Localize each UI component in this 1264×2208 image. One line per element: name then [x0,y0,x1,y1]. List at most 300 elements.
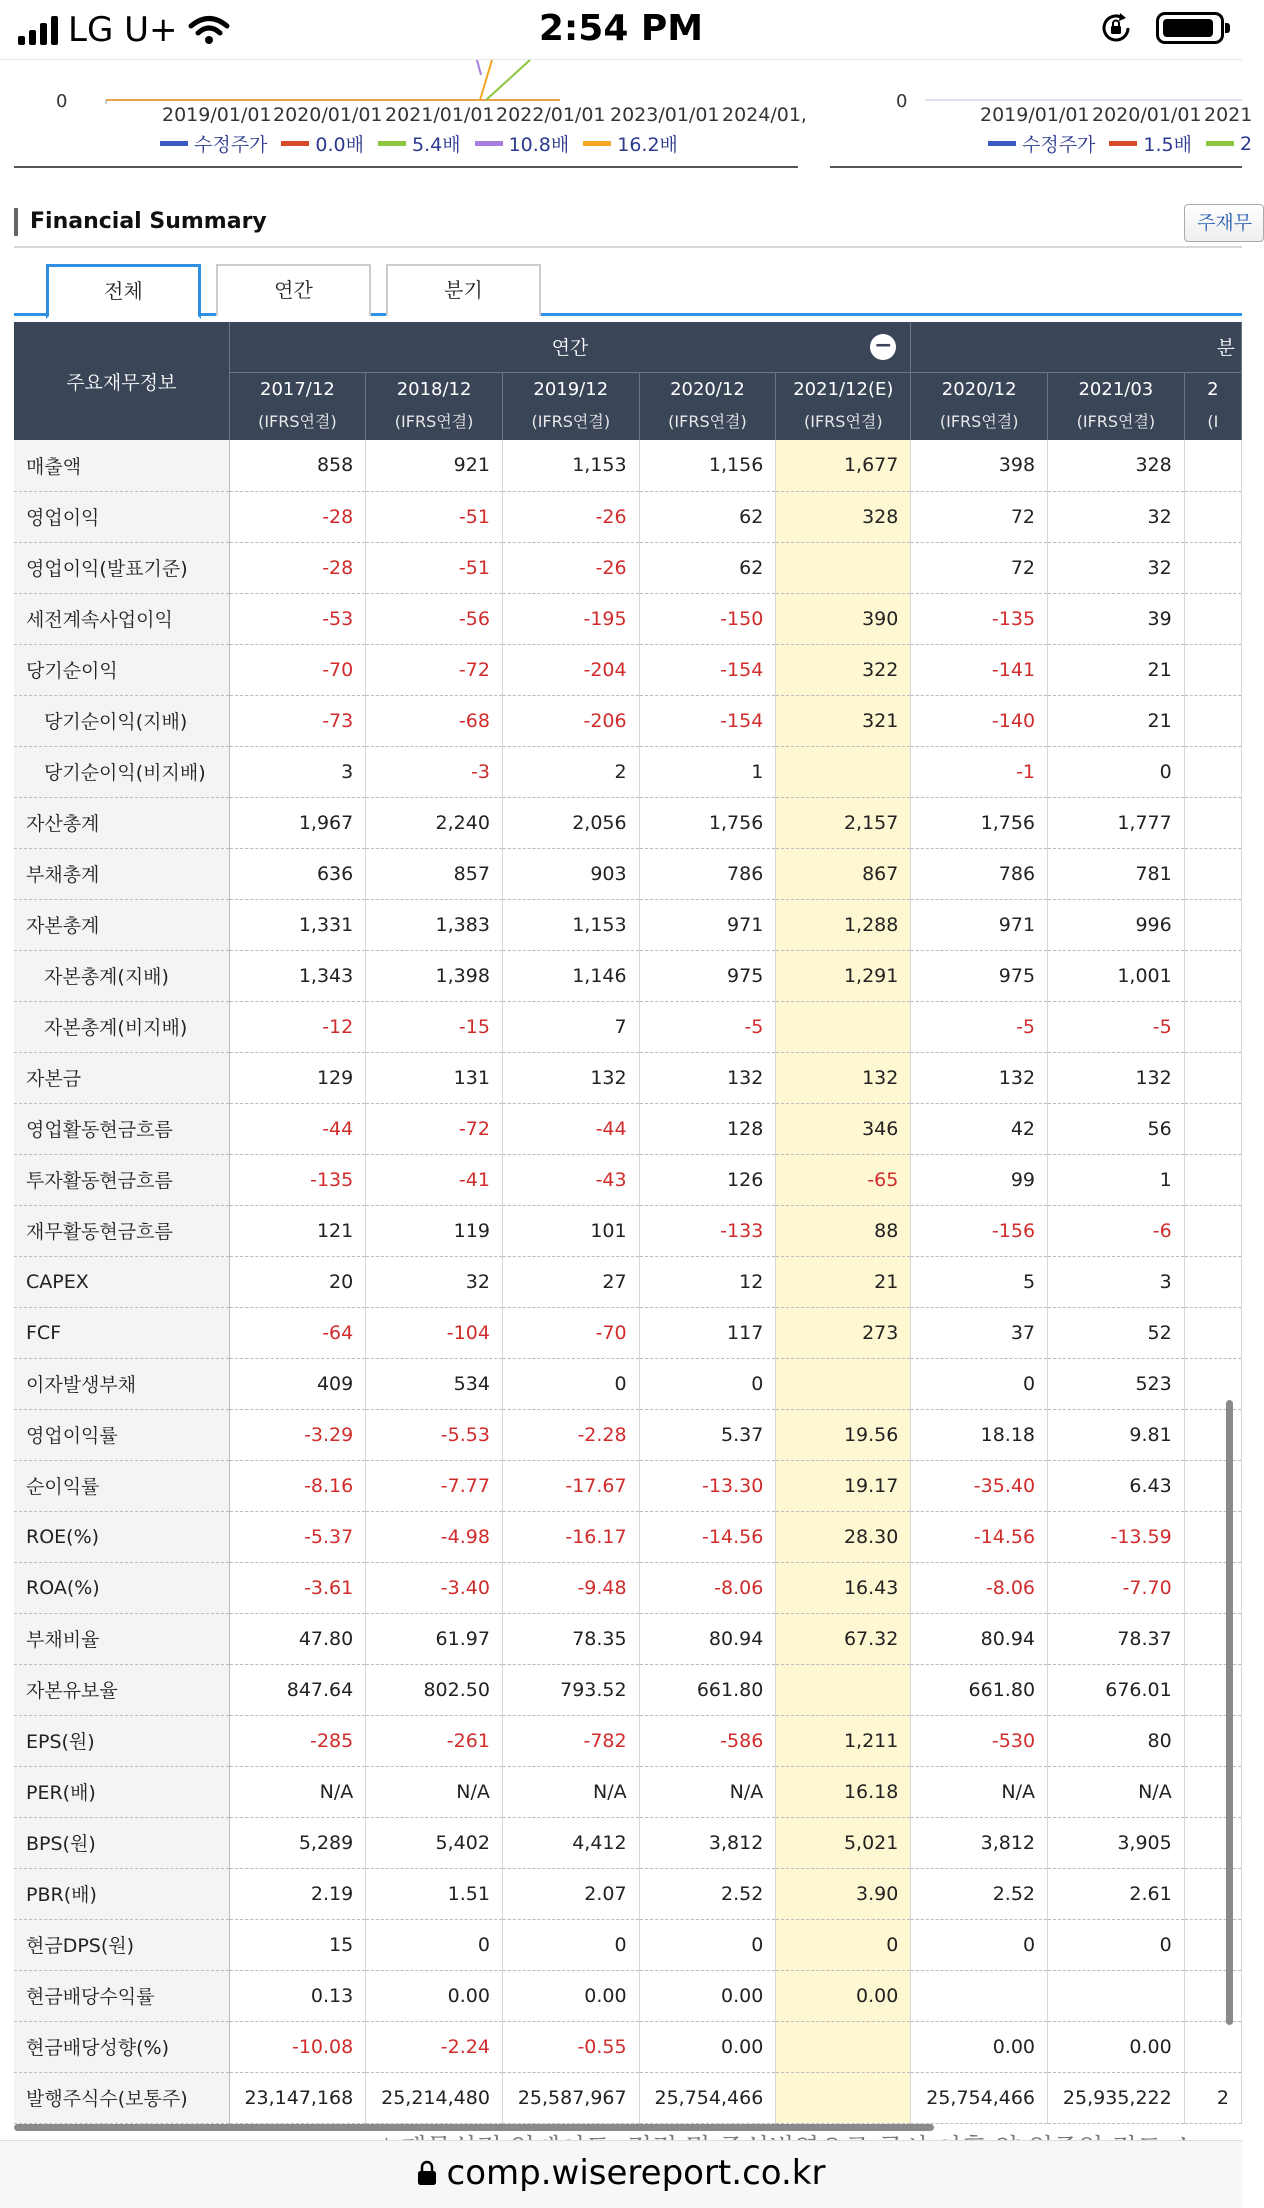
table-cell: -70 [229,644,366,695]
table-cell: -204 [502,644,639,695]
table-cell: 1,331 [229,899,366,950]
column-period: 2021/03 [1078,379,1154,401]
table-cell: 62 [639,491,776,542]
table-cell: 1,156 [639,440,776,491]
table-cell: -0.55 [502,2021,639,2072]
row-label: 당기순이익(비지배) [14,746,229,797]
row-label: 자본금 [14,1052,229,1103]
row-label: 영업이익(발표기준) [14,542,229,593]
table-cell: 0 [776,1919,911,1970]
table-cell: 2.52 [911,1868,1048,1919]
table-cell: 5,021 [776,1817,911,1868]
table-cell [776,2072,911,2123]
table-cell: 3,812 [639,1817,776,1868]
table-cell [776,746,911,797]
x-tick: 2019/01/01 [162,104,272,126]
table-cell: -14.56 [639,1511,776,1562]
table-row [14,1919,1242,1970]
table-cell: -64 [229,1307,366,1358]
table-cell: 5.37 [639,1409,776,1460]
row-label: 순이익률 [14,1460,229,1511]
table-cell: 903 [502,848,639,899]
table-cell: 1,291 [776,950,911,1001]
table-cell: 0.00 [911,2021,1048,2072]
table-cell [776,1001,911,1052]
table-cell [1184,695,1241,746]
table-cell: 1,756 [639,797,776,848]
table-cell [1184,899,1241,950]
table-cell: 28.30 [776,1511,911,1562]
table-cell: 0 [639,1919,776,1970]
table-row [14,644,1242,695]
table-cell: -26 [502,491,639,542]
table-cell: 132 [639,1052,776,1103]
table-row [14,746,1242,797]
table-cell: 78.37 [1048,1613,1185,1664]
table-cell: 5,402 [366,1817,503,1868]
row-label: 부채비율 [14,1613,229,1664]
column-basis: (IFRS연결) [531,412,611,432]
table-cell: 1,343 [229,950,366,1001]
column-header [229,372,366,440]
table-cell: 80.94 [639,1613,776,1664]
table-cell: 321 [776,695,911,746]
table-row [14,593,1242,644]
table-cell: -28 [229,491,366,542]
row-label: 부채총계 [14,848,229,899]
column-header [776,372,911,440]
table-cell: 5,289 [229,1817,366,1868]
table-row [14,1715,1242,1766]
table-row [14,1001,1242,1052]
table-cell [1184,1205,1241,1256]
table-cell: -3.29 [229,1409,366,1460]
table-cell: -73 [229,695,366,746]
x-tick: 2023/01/01 [610,104,720,126]
column-period: 2021/12(E) [793,379,894,401]
table-cell: 1,288 [776,899,911,950]
table-cell: 328 [776,491,911,542]
table-cell: 921 [366,440,503,491]
row-label: BPS(원) [14,1817,229,1868]
table-row [14,1154,1242,1205]
table-cell: N/A [366,1766,503,1817]
table-row [14,1205,1242,1256]
row-label: 자본총계 [14,899,229,950]
table-cell: 0 [502,1919,639,1970]
row-label: ROE(%) [14,1511,229,1562]
url-bar[interactable] [0,2140,1242,2208]
table-cell: -5.37 [229,1511,366,1562]
row-label: 자본총계(비지배) [14,1001,229,1052]
x-tick: 2021 [1204,104,1253,126]
table-row [14,1409,1242,1460]
table-cell: 6.43 [1048,1460,1185,1511]
column-header [639,372,776,440]
table-cell: 1,153 [502,440,639,491]
row-label: 세전계속사업이익 [14,593,229,644]
table-cell [911,1970,1048,2021]
table-cell: -17.67 [502,1460,639,1511]
column-basis: (IFRS연결) [939,412,1019,432]
table-cell: -586 [639,1715,776,1766]
table-cell: N/A [911,1766,1048,1817]
table-cell: 7 [502,1001,639,1052]
table-cell: 19.17 [776,1460,911,1511]
table-row [14,1868,1242,1919]
table-cell: -2.24 [366,2021,503,2072]
table-cell: 132 [502,1052,639,1103]
legend-item[interactable]: 수정주가 [988,130,1095,157]
table-cell [1184,1103,1241,1154]
table-cell: 2.61 [1048,1868,1185,1919]
table-cell [1184,950,1241,1001]
table-row [14,1052,1242,1103]
column-header [1184,372,1241,440]
table-cell: 78.35 [502,1613,639,1664]
table-cell: 0 [1048,1919,1185,1970]
table-cell: 37 [911,1307,1048,1358]
table-cell: -53 [229,593,366,644]
table-cell: 0.13 [229,1970,366,2021]
row-label: 재무활동현금흐름 [14,1205,229,1256]
table-row [14,1511,1242,1562]
table-cell: -43 [502,1154,639,1205]
table-cell: 2,056 [502,797,639,848]
table-cell: 27 [502,1256,639,1307]
table-cell [1184,644,1241,695]
table-row [14,1766,1242,1817]
main-financial-button[interactable]: 주재무 [1184,204,1264,242]
table-cell: 847.64 [229,1664,366,1715]
table-cell: -8.06 [911,1562,1048,1613]
table-cell: -68 [366,695,503,746]
financial-summary-table [14,322,1242,2124]
table-cell: 1 [1048,1154,1185,1205]
row-label: PBR(배) [14,1868,229,1919]
table-cell: 0.00 [776,1970,911,2021]
table-cell [1184,440,1241,491]
table-cell: 661.80 [911,1664,1048,1715]
table-cell: 5 [911,1256,1048,1307]
table-cell: 2,157 [776,797,911,848]
table-row [14,491,1242,542]
table-cell: 80.94 [911,1613,1048,1664]
table-row [14,2021,1242,2072]
table-cell: 18.18 [911,1409,1048,1460]
status-bar [0,0,1242,60]
table-cell: -135 [911,593,1048,644]
row-label: 현금DPS(원) [14,1919,229,1970]
table-cell: -12 [229,1001,366,1052]
table-row [14,1613,1242,1664]
legend-item[interactable]: 0.0배 [281,130,364,157]
table-row [14,1460,1242,1511]
table-cell: -44 [229,1103,366,1154]
row-label: 자본총계(지배) [14,950,229,1001]
table-cell: 131 [366,1052,503,1103]
x-tick: 2019/01/01 [980,104,1090,126]
table-cell: 132 [1048,1052,1185,1103]
legend-item[interactable]: 16.2배 [583,130,678,157]
table-cell: 47.80 [229,1613,366,1664]
table-cell: -8.16 [229,1460,366,1511]
table-row [14,899,1242,950]
table-cell: 0 [1048,746,1185,797]
table-cell: 72 [911,491,1048,542]
table-cell [1184,542,1241,593]
table-cell: 129 [229,1052,366,1103]
table-cell [1184,1307,1241,1358]
table-cell: -14.56 [911,1511,1048,1562]
collapse-icon[interactable]: − [870,334,896,360]
table-cell: 119 [366,1205,503,1256]
column-basis: (IFRS연결) [1076,412,1156,432]
table-cell: 121 [229,1205,366,1256]
table-cell: 19.56 [776,1409,911,1460]
row-label: 영업활동현금흐름 [14,1103,229,1154]
table-row [14,950,1242,1001]
table-cell: 2,240 [366,797,503,848]
vertical-scrollbar[interactable] [1226,1400,1233,2025]
legend-item[interactable]: 수정주가 [160,130,267,157]
column-basis: (IFRS연결) [394,412,474,432]
chart-plot-area [0,60,600,105]
table-cell: 867 [776,848,911,899]
series-line-10.8 [477,60,481,75]
table-cell: 56 [1048,1103,1185,1154]
table-cell: -72 [366,644,503,695]
x-tick: 2022/01/01 [496,104,606,126]
table-cell: 802.50 [366,1664,503,1715]
x-tick: 2021/01/01 [385,104,495,126]
carrier-name: LG U+ [68,10,178,50]
table-cell: -8.06 [639,1562,776,1613]
table-cell: 781 [1048,848,1185,899]
table-cell: 16.18 [776,1766,911,1817]
table-cell: 25,754,466 [911,2072,1048,2123]
table-cell: 346 [776,1103,911,1154]
table-cell [776,1358,911,1409]
table-cell: 1.51 [366,1868,503,1919]
column-basis: (IFRS연결) [668,412,747,432]
table-cell: 1 [639,746,776,797]
column-period: 2020/12 [670,379,745,401]
table-cell: -7.70 [1048,1562,1185,1613]
x-tick: 2020/01/01 [1092,104,1202,126]
table-cell: 1,967 [229,797,366,848]
tab-quarterly[interactable]: 분기 [386,264,541,316]
legend-item[interactable]: 10.8배 [475,130,570,157]
table-cell [1184,797,1241,848]
table-cell: 0 [911,1358,1048,1409]
table-cell: 117 [639,1307,776,1358]
table-cell [1184,848,1241,899]
table-cell: 2.07 [502,1868,639,1919]
table-cell: 0.00 [639,1970,776,2021]
table-cell: -28 [229,542,366,593]
table-cell: 390 [776,593,911,644]
table-cell: -15 [366,1001,503,1052]
y-zero-label: 0 [56,91,68,112]
table-cell: 1,777 [1048,797,1185,848]
column-period: 2017/12 [260,379,335,401]
table-cell: -41 [366,1154,503,1205]
table-cell: -5 [911,1001,1048,1052]
legend-item[interactable]: 1.5배 [1109,130,1192,157]
table-cell: -13.59 [1048,1511,1185,1562]
table-cell: -9.48 [502,1562,639,1613]
table-cell: -10.08 [229,2021,366,2072]
x-tick: 2024/01, [722,104,807,126]
quarter-group-label: 분 [1216,337,1235,360]
table-cell: 72 [911,542,1048,593]
table-cell: 786 [911,848,1048,899]
table-cell: 25,587,967 [502,2072,639,2123]
table-cell: 971 [911,899,1048,950]
table-cell: 21 [776,1256,911,1307]
table-row [14,440,1242,491]
table-cell: -3 [366,746,503,797]
table-cell: 3 [229,746,366,797]
column-header [1048,372,1185,440]
table-cell: 2.52 [639,1868,776,1919]
row-label: 발행주식수(보통주) [14,2072,229,2123]
table-cell: 1,756 [911,797,1048,848]
row-label: EPS(원) [14,1715,229,1766]
table-cell: 42 [911,1103,1048,1154]
table-cell: -154 [639,695,776,746]
table-cell: -7.77 [366,1460,503,1511]
series-line-16.2 [480,60,492,100]
table-cell [1184,593,1241,644]
financial-summary-table-container[interactable] [14,322,1242,2122]
row-label: 자산총계 [14,797,229,848]
table-cell: 0 [366,1919,503,1970]
table-cell: 39 [1048,593,1185,644]
table-row [14,542,1242,593]
table-cell: -133 [639,1205,776,1256]
table-cell: 15 [229,1919,366,1970]
table-cell: 322 [776,644,911,695]
row-label: 이자발생부채 [14,1358,229,1409]
table-cell [1184,1154,1241,1205]
table-cell [1184,491,1241,542]
table-cell: 971 [639,899,776,950]
table-cell: 975 [639,950,776,1001]
column-header [366,372,503,440]
column-basis: (IFRS연결) [258,412,337,432]
table-cell: 67.32 [776,1613,911,1664]
table-cell: 1,001 [1048,950,1185,1001]
table-cell: 2 [502,746,639,797]
table-cell: -150 [639,593,776,644]
table-cell: 62 [639,542,776,593]
column-header [911,372,1048,440]
column-period: 2019/12 [533,379,609,401]
row-label: ROA(%) [14,1562,229,1613]
tab-all[interactable]: 전체 [46,264,201,319]
table-cell: 1,211 [776,1715,911,1766]
table-row [14,695,1242,746]
table-cell: 523 [1048,1358,1185,1409]
row-label: 영업이익률 [14,1409,229,1460]
table-cell: 12 [639,1256,776,1307]
annual-group-label: 연간 [551,337,589,360]
table-cell [1184,1256,1241,1307]
corner-header: 주요재무정보 [14,322,229,440]
table-cell: -65 [776,1154,911,1205]
table-cell: 858 [229,440,366,491]
table-cell: 857 [366,848,503,899]
table-cell: 25,935,222 [1048,2072,1185,2123]
table-row [14,1307,1242,1358]
table-cell [1184,746,1241,797]
table-cell: 273 [776,1307,911,1358]
table-cell: -26 [502,542,639,593]
period-tabs [14,262,1242,316]
table-cell [776,542,911,593]
table-cell: 88 [776,1205,911,1256]
row-label: 투자활동현금흐름 [14,1154,229,1205]
table-cell: N/A [229,1766,366,1817]
table-cell: -3.40 [366,1562,503,1613]
y-zero-label: 0 [896,91,908,112]
table-cell: 0 [911,1919,1048,1970]
table-cell: -154 [639,644,776,695]
table-cell: 32 [1048,491,1185,542]
legend-item[interactable]: 5.4배 [378,130,461,157]
table-cell [1184,1358,1241,1409]
table-cell: -5 [639,1001,776,1052]
legend-item[interactable]: 2 [1206,130,1252,157]
row-label: PER(배) [14,1766,229,1817]
table-cell: N/A [639,1766,776,1817]
table-row [14,1664,1242,1715]
row-label: 현금배당수익률 [14,1970,229,2021]
table-row [14,1103,1242,1154]
table-cell: 3.90 [776,1868,911,1919]
table-cell: 99 [911,1154,1048,1205]
table-cell: 25,214,480 [366,2072,503,2123]
table-cell: 9.81 [1048,1409,1185,1460]
table-cell: -141 [911,644,1048,695]
column-basis: (IFRS연결) [804,412,883,432]
table-cell: 409 [229,1358,366,1409]
table-cell: -6 [1048,1205,1185,1256]
table-cell: 786 [639,848,776,899]
row-label: 영업이익 [14,491,229,542]
table-cell: 1,146 [502,950,639,1001]
table-cell: 80 [1048,1715,1185,1766]
table-cell: 661.80 [639,1664,776,1715]
table-row [14,1562,1242,1613]
table-cell: 4,412 [502,1817,639,1868]
table-cell: -5 [1048,1001,1185,1052]
table-cell: 328 [1048,440,1185,491]
row-label: 당기순이익 [14,644,229,695]
section-title: Financial Summary [14,208,267,236]
table-cell: 25,754,466 [639,2072,776,2123]
clock: 2:54 PM [538,8,704,49]
tab-annual[interactable]: 연간 [216,264,371,316]
column-period: 2020/12 [941,379,1017,401]
table-row [14,848,1242,899]
table-cell: 1,677 [776,440,911,491]
row-label: 자본유보율 [14,1664,229,1715]
table-cell: -530 [911,1715,1048,1766]
table-cell: 0.00 [639,2021,776,2072]
